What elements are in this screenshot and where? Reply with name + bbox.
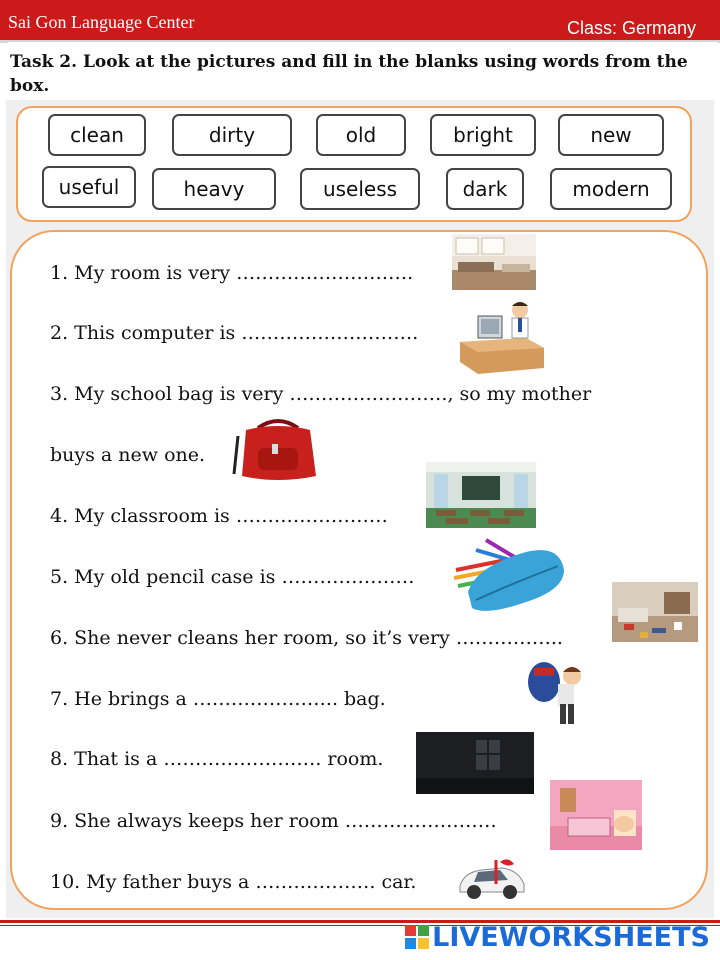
header-bar bbox=[0, 0, 720, 43]
sentence-5: 5. My old pencil case is ………………… bbox=[50, 566, 415, 588]
new-car-with-bow bbox=[456, 856, 528, 902]
classroom-photo bbox=[426, 462, 536, 528]
messy-room-photo bbox=[612, 582, 698, 642]
word-box bbox=[16, 106, 692, 222]
class-label: Class: Germany bbox=[566, 18, 696, 38]
word-dark: dark bbox=[446, 168, 524, 210]
sentence-3-continued: buys a new one. bbox=[50, 444, 206, 466]
task-title: Task 2. Look at the pictures and fill in the blanks using words from the box. bbox=[10, 52, 688, 96]
word-old: old bbox=[316, 114, 406, 156]
brand-name: LIVEWORKSHEETS bbox=[432, 921, 710, 953]
sentence-7: 7. He brings a ………………….. bag. bbox=[50, 688, 386, 710]
word-new: new bbox=[558, 114, 664, 156]
liveworksheets-logo bbox=[404, 922, 710, 952]
sentence-8: 8. That is a ……………………. room. bbox=[50, 748, 384, 770]
word-heavy: heavy bbox=[152, 168, 276, 210]
word-useless: useless bbox=[300, 168, 420, 210]
sentence-1: 1. My room is very ………………………. bbox=[50, 262, 414, 284]
sentence-9: 9. She always keeps her room …………………… bbox=[50, 810, 497, 832]
sentence-6: 6. She never cleans her room, so it’s very …………….. bbox=[50, 627, 563, 649]
word-dirty: dirty bbox=[172, 114, 292, 156]
dark-room-photo bbox=[416, 732, 534, 794]
word-bright: bright bbox=[430, 114, 536, 156]
header-divider bbox=[8, 42, 718, 44]
boy-with-heavy-backpack bbox=[524, 654, 590, 728]
sentence-4: 4. My classroom is …………………… bbox=[50, 505, 388, 527]
word-modern: modern bbox=[550, 168, 672, 210]
center-name: Sai Gon Language Center bbox=[8, 12, 195, 32]
liveworksheets-icon bbox=[404, 924, 430, 950]
red-school-bag bbox=[232, 418, 326, 484]
word-clean: clean bbox=[48, 114, 146, 156]
pink-clean-bedroom bbox=[550, 780, 642, 850]
word-useful: useful bbox=[42, 166, 136, 208]
computer-user-clipart bbox=[456, 298, 546, 380]
sentence-3: 3. My school bag is very ……………………., so my mother bbox=[50, 383, 592, 405]
pencil-case-clipart bbox=[446, 530, 566, 616]
sentence-2: 2. This computer is ………………………. bbox=[50, 322, 419, 344]
sentence-10: 10. My father buys a ………………. car. bbox=[50, 871, 417, 893]
living-room-photo bbox=[452, 234, 536, 290]
